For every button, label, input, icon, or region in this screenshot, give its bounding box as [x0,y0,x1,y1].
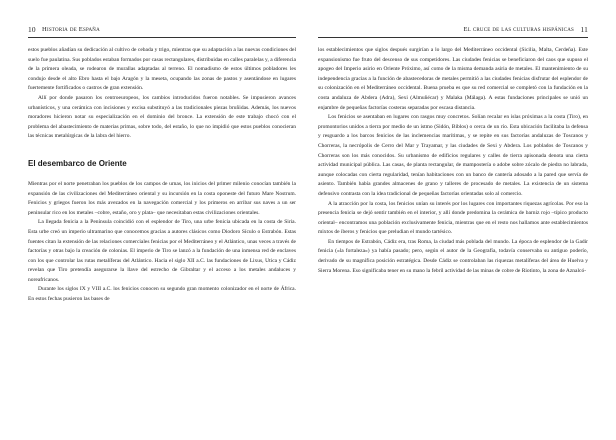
header-rule-right [318,37,588,38]
header-rule-left [28,37,296,38]
running-head-left [28,24,296,36]
body-paragraph: La llegada fenicia a la Península coincidió con el esplendor de Tiro, una urbe fenicia ubicada en la costa de Siria. Esta urbe creó un imperio ultramarino que conocemos gracias a autores clásicos como Diodoro Sículo o Estrabón. Estas fuentes citan la extensión de las relaciones comerciales fenicias por el Mediterráneo y el Atlántico, unas veces a través de factorías y otras bajo la creación de colonias. El imperio de Tiro se lanzó a la fundación de una inmensa red de enclaves con los que controlar las rutas metalíferas del Atlántico. Hacia el siglo XII a.C. las fundaciones de Lixus, Utica y Cádiz revelan que Tiro pretendía asegurarse la llave del estrecho de Gibraltar y el acceso a los metales andaluces y noreafricanos. [28,219,296,283]
left-page [28,0,296,440]
body-paragraph: Los fenicios se asentaban en lugares con rasgos muy concretos. Solían recalar en islas próximas a la costa (Tiro), en promontorios unidos a tierra por medio de un istmo (Sidón, Biblos) o cerca de un río. Esta ubicación facilitaba la defensa y resguardo a los barcos fenicios de las inclemencias marítimas, y se repite en sus factorías andaluzas de Toscanos y Chorreras, la necrópolis de Cerro del Mar y Trayamar, y las ciudades de Sexi y Abdera. Los poblados de Toscanos y Chorreras son los más conocidos. Su urbanismo de edificios regulares y calles de tierra apisonada denota una cierta actividad municipal pública. Las casas, de planta rectangular, de mampostería o adobe sobre zócalo de piedra no labrada, aunque colocadas con cierta regularidad, tenían habitaciones con un banco de cantería adosado a la pared que servía de asiento. También había grandes almacenes de grano y talleres de procesado de metales. La existencia de un sistema defensivo contrasta con la idea tradicional de pequeñas factorías orientadas solo al comercio. [318,114,588,197]
body-paragraph: estos pueblos añadían su dedicación al cultivo de cebada y trigo, mientras que su adaptación a las nuevas condiciones del suelo fue paulatina. Sus poblados estaban formados por casas rectangulares, distribuidas en calles paralelas y, a diferencia de la primera oleada, se rodearon de murallas adaptadas al terreno. El nomadismo de estos últimos pobladores les condujo desde el alto Ebro hasta el bajo Aragón y la meseta, ocupando las zonas de pastos y asentándose en lugares fuertemente fortificados o castros de gran extensión. [28,47,296,92]
section-heading: El desembarco de Oriente [28,158,127,168]
running-head-title-right: El cruce de las culturas hispánicas [463,26,574,33]
body-paragraph: En tiempos de Estrabón, Cádiz era, tras Roma, la ciudad más poblada del mundo. La época de esplendor de la Gadir fenicia («la fortaleza») ya había pasado; pero, según el autor de la Geografía, todavía conservaba su antiguo poderío, derivado de su magnífica posición estratégica. Desde Cádiz se controlaban las riquezas metalíferas del área de Huelva y Sierra Morena. Eso significaba tener en su mano la febril actividad de las minas de cobre de Riotinto, la zona de Aznalcó- [318,238,588,274]
page-number-left: 10 [28,25,36,34]
body-paragraph: Mientras por el norte penetraban los pueblos de los campos de urnas, los inicios del primer milenio conocían también la expansión de las civilizaciones del Mediterráneo oriental y su incursión en la costa oponeste del futuro Mare Nostrum. Fenicios y griegos fueron los más avezados en la navegación comercial y los primeros en arribar sus naves a un ser peninsular rico en los metales –cobre, estaño, oro y plata– que necesitaban estas civilizaciones orientales. [28,180,296,216]
body-paragraph: los establecimientos que siglos después surgirían a lo largo del Mediterráneo occidental (Sicilia, Malta, Cerdeña). Este expansionismo fue fruto del descenso de sus competidores. Las ciudades fenicias se beneficiaron del caos que supuso el apogeo del Imperio asirio en Oriente Próximo, así como de la misma demanda asiria de metales. El mantenimiento de su independencia gracias a la función de abastecedoras de metales permitió a las ciudades fenicias disfrutar del esplendor de su colonización en el Mediterráneo occidental. Buena prueba es que su red comercial se completó con la fundación en la costa andaluza de Abdera (Adra), Sexi (Almuñécar) y Malaka (Málaga). A estas fundaciones principales se unió un enjambre de pequeñas factorías costeras separadas por escasa distancia. [318,47,588,111]
right-page [318,0,588,440]
body-paragraph: A la atracción por la costa, los fenicios unían su interés por los lugares con importantes riquezas agrícolas. Por eso la presencia fenicia se dejó sentir también en el interior, y allí donde predomina la cerámica de barniz rojo –típico producto oriental– encontramos una población exclusivamente fenicia, mientras que en el resto nos hallamos ante establecimientos mixtos de íberos y fenicios que preludian el mundo tartésico. [318,200,588,236]
left-page-body [28,46,296,305]
running-head-right [318,24,588,36]
right-page-body [318,46,588,276]
body-paragraph: Durante los siglos IX y VIII a.C. los fenicios conocen su segundo gran momento colonizador en el norte de África. En estos fechas pusieron las bases de [28,286,296,303]
running-head-title-left: Historia de España [42,26,100,33]
body-paragraph: Allí por donde pasaron los centroeuropeos, los cambios introducidos fueron notables. Se impusieron avances urbanísticos, y una cerámica con incisiones y excisa substituyó a las tradicionales piezas bruñidas. Además, los nuevos moradores hicieron notar su especialización en el dominio del bronce. La extensión de este trabajo chocó con el problema del abastecimiento de materias primas, sobre todo, del estaño, lo que no impidió que estos pueblos conocieran las técnicas metalúrgicas de la labra del hierro. [28,94,296,140]
page-number-right: 11 [580,25,588,34]
